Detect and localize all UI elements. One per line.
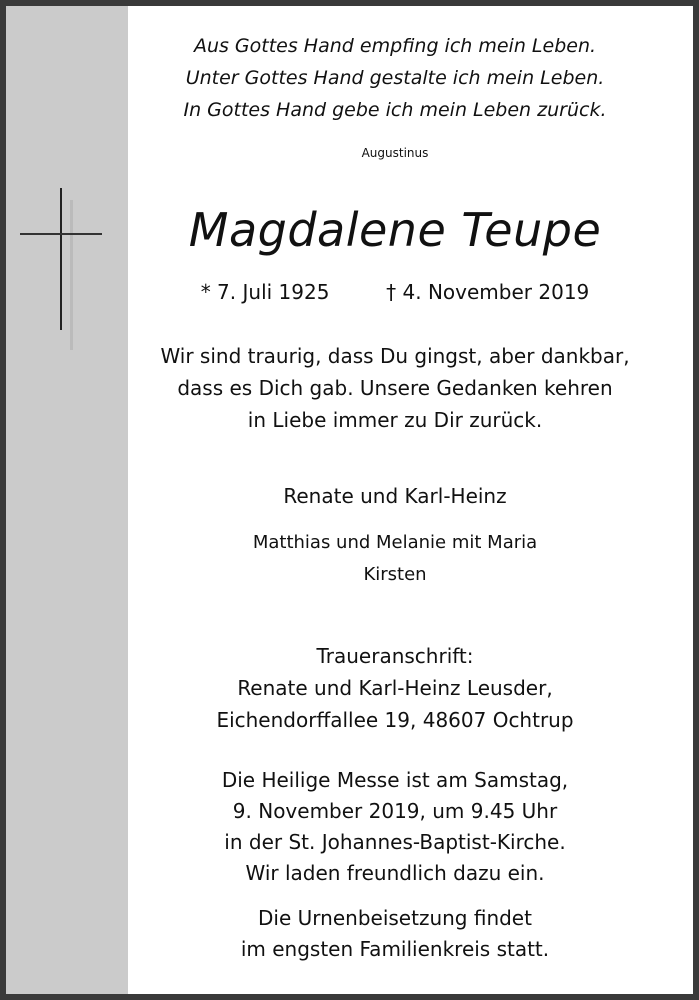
mass-line: in der St. Johannes-Baptist-Kirche. — [224, 830, 566, 854]
burial-line: im engsten Familienkreis statt. — [240, 937, 550, 961]
message-line: dass es Dich gab. Unsere Gedanken kehren — [177, 376, 613, 400]
quote-line: In Gottes Hand gebe ich mein Leben zurück. — [183, 99, 607, 121]
message-line: in Liebe immer zu Dir zurück. — [247, 408, 543, 432]
quote-line: Aus Gottes Hand empfing ich mein Leben. — [193, 35, 597, 57]
family-line: Matthias und Melanie mit Maria — [252, 532, 538, 553]
address-line: Traueranschrift: — [316, 644, 474, 668]
quote-line: Unter Gottes Hand gestalte ich mein Leben. — [185, 67, 605, 89]
family-line: Kirsten — [363, 564, 427, 585]
death-date: † 4. November 2019 — [386, 280, 590, 304]
life-dates — [128, 280, 662, 304]
quote-author: Augustinus — [361, 146, 429, 160]
mass-line: Wir laden freundlich dazu ein. — [245, 861, 545, 885]
birth-date: * 7. Juli 1925 — [200, 280, 330, 304]
family-line: Renate und Karl-Heinz — [283, 484, 507, 508]
mass-line: 9. November 2019, um 9.45 Uhr — [232, 799, 558, 823]
address-line: Eichendorffallee 19, 48607 Ochtrup — [216, 708, 574, 732]
side-strip — [6, 6, 128, 994]
burial-line: Die Urnenbeisetzung findet — [258, 906, 532, 930]
mass-line: Die Heilige Messe ist am Samstag, — [221, 768, 569, 792]
deceased-name: Magdalene Teupe — [188, 203, 602, 257]
message-line: Wir sind traurig, dass Du gingst, aber dankbar, — [160, 344, 630, 368]
address-line: Renate und Karl-Heinz Leusder, — [237, 676, 553, 700]
